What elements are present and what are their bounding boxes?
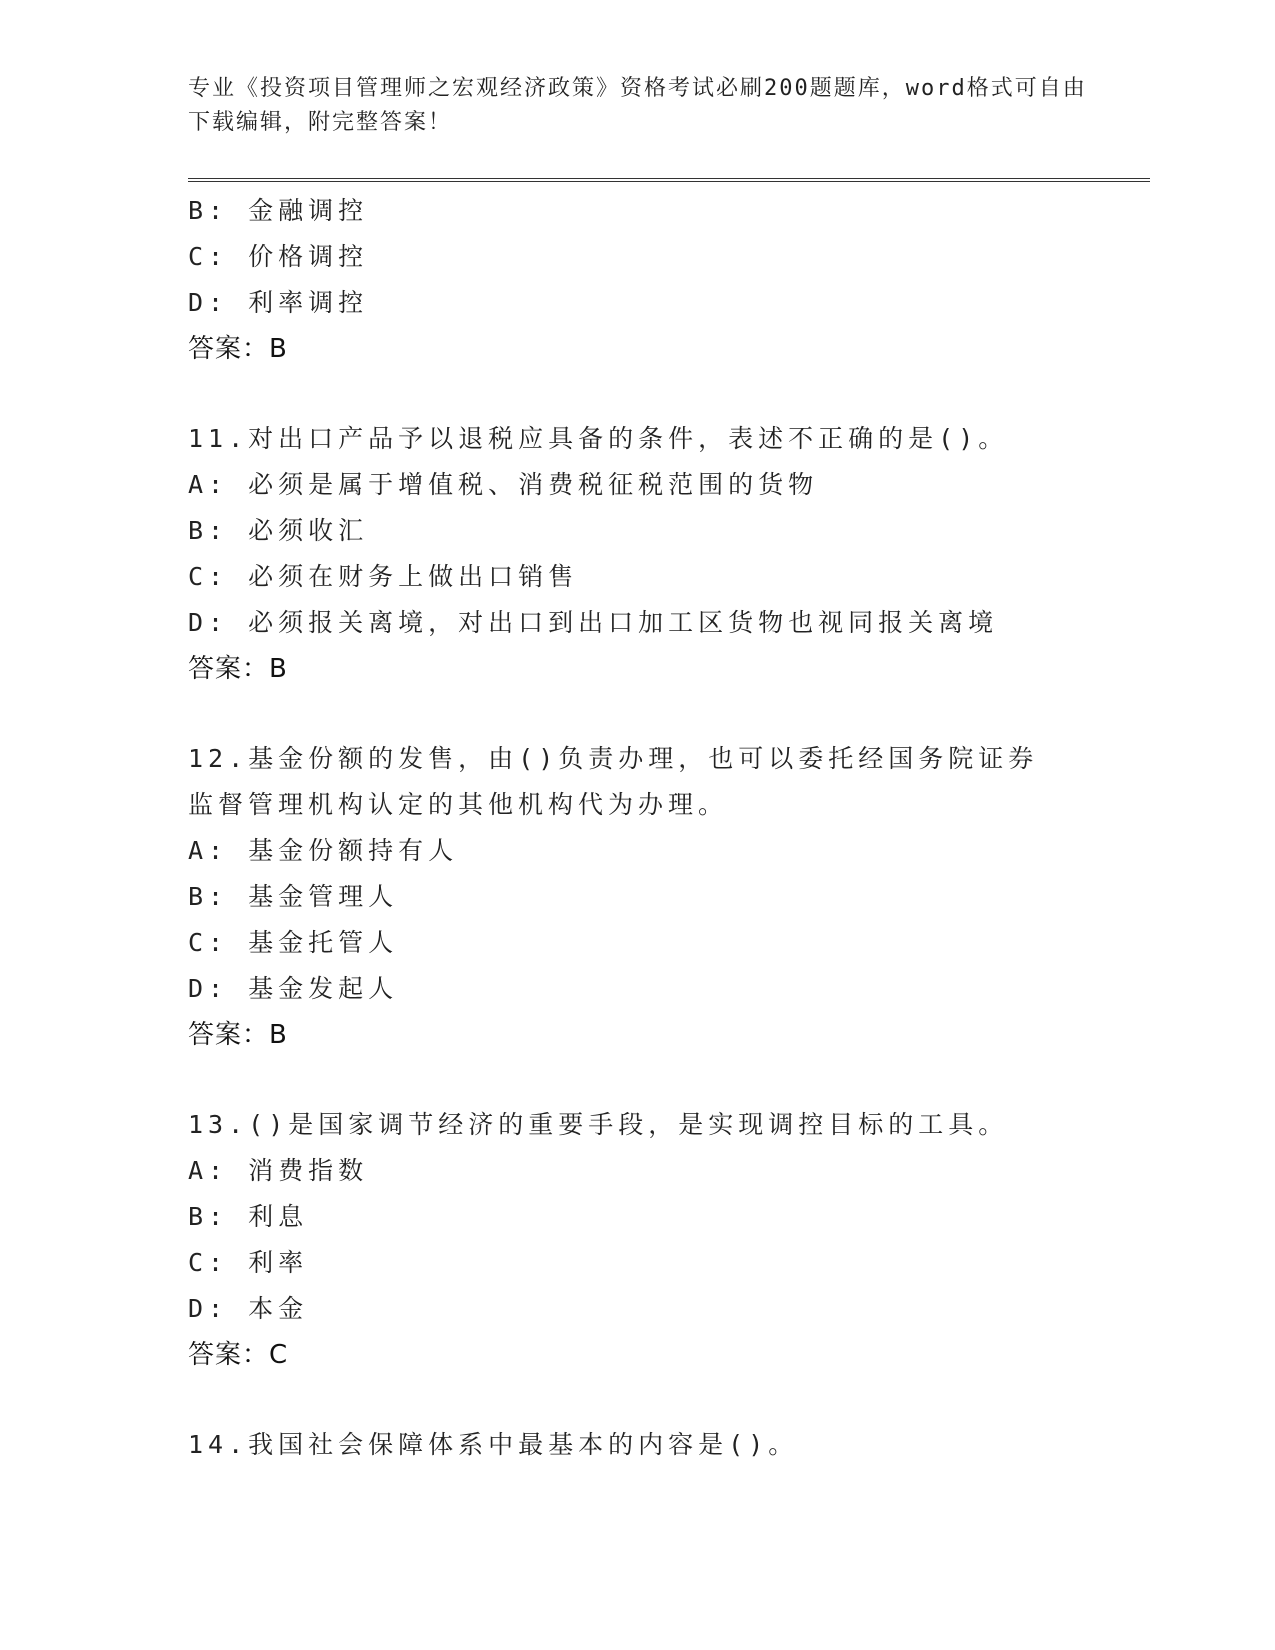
option-d: D: 必须报关离境，对出口到出口加工区货物也视同报关离境 [188, 608, 999, 637]
option-b: B: 金融调控 [188, 196, 369, 225]
answer: 答案：B [188, 654, 288, 684]
option-b: B: 必须收汇 [188, 516, 369, 545]
question-stem: 11.对出口产品予以退税应具备的条件，表述不正确的是()。 [188, 424, 1009, 453]
question-12 [188, 736, 1148, 1058]
option-b: B: 基金管理人 [188, 882, 399, 911]
document-header: 专业《投资项目管理师之宏观经济政策》资格考试必刷200题题库，word格式可自由下载编辑，附完整答案！ [188, 76, 1087, 135]
option-d: D: 利率调控 [188, 288, 369, 317]
spacer [188, 1378, 1148, 1422]
option-b: B: 利息 [188, 1202, 309, 1231]
question-11 [188, 416, 1148, 692]
option-a: A: 消费指数 [188, 1156, 369, 1185]
header-divider [188, 178, 1150, 182]
spacer [188, 692, 1148, 736]
option-c: C: 价格调控 [188, 242, 369, 271]
option-a: A: 必须是属于增值税、消费税征税范围的货物 [188, 470, 819, 499]
answer: 答案：B [188, 1020, 288, 1050]
option-a: A: 基金份额持有人 [188, 836, 459, 865]
option-c: C: 必须在财务上做出口销售 [188, 562, 579, 591]
option-d: D: 本金 [188, 1294, 309, 1323]
answer: 答案：B [188, 334, 288, 364]
spacer [188, 372, 1148, 416]
question-13 [188, 1102, 1148, 1378]
option-d: D: 基金发起人 [188, 974, 399, 1003]
document-page [188, 72, 1148, 1468]
question-stem: 12.基金份额的发售，由()负责办理，也可以委托经国务院证券监督管理机构认定的其他机构代为办理。 [188, 744, 1039, 819]
spacer [188, 1058, 1148, 1102]
continued-question [188, 188, 1148, 372]
question-stem: 13.()是国家调节经济的重要手段，是实现调控目标的工具。 [188, 1110, 1009, 1139]
question-14 [188, 1422, 1148, 1468]
option-c: C: 基金托管人 [188, 928, 399, 957]
answer: 答案：C [188, 1340, 289, 1370]
option-c: C: 利率 [188, 1248, 309, 1277]
question-stem: 14.我国社会保障体系中最基本的内容是()。 [188, 1430, 799, 1459]
